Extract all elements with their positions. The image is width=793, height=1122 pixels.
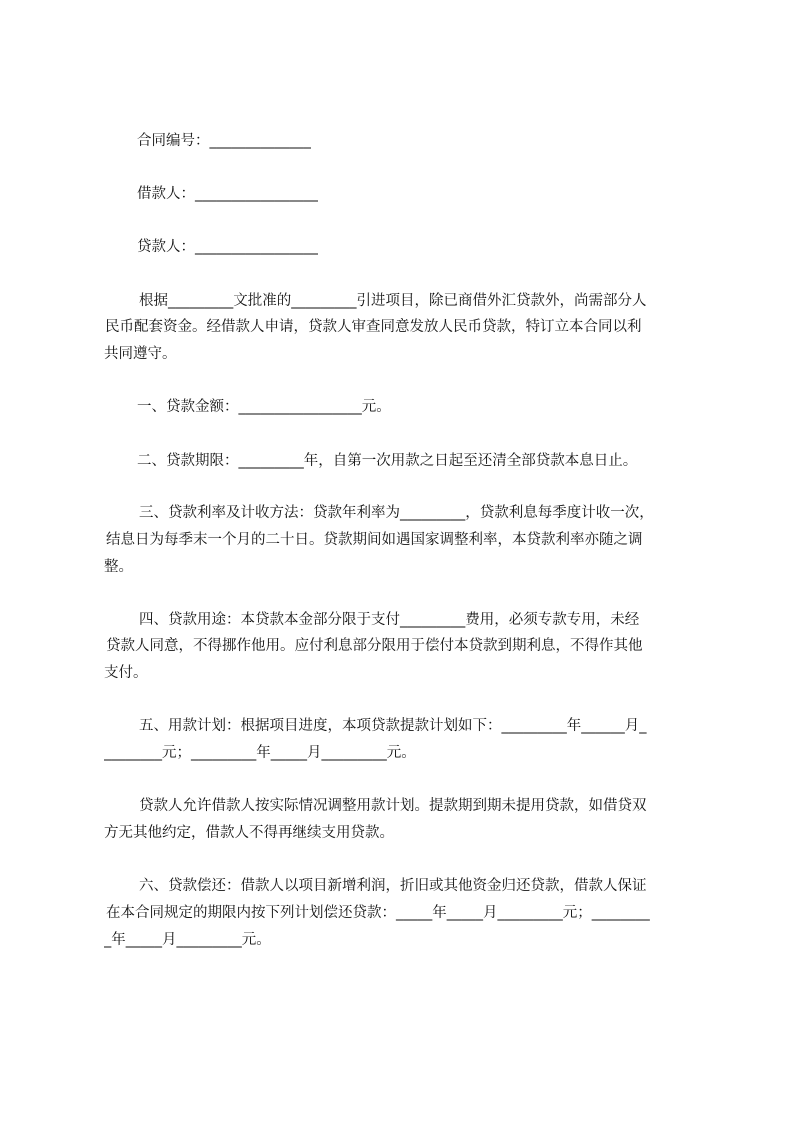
clause-interest-line-3: 整。	[104, 559, 133, 575]
clause-interest-line-1: 三、贷款利率及计收方法：贷款年利率为_________，贷款利息每季度计收一次，	[139, 505, 654, 521]
clause-repay-line-1: 六、贷款偿还：借款人以项目新增利润，折旧或其他资金归还贷款，借款人保证	[139, 878, 647, 894]
clause-term: 二、贷款期限：_________年，自第一次用款之日起至还清全部贷款本息日止。	[137, 453, 638, 469]
borrower-line: 借款人：_________________	[137, 186, 319, 202]
intro-line-1: 根据_________文批准的_________引进项目，除已商借外汇贷款外，尚需部分人	[139, 293, 647, 309]
intro-line-2: 民币配套资金。经借款人申请，贷款人审查同意发放人民币贷款，特订立本合同以利	[105, 319, 642, 335]
clause-amount: 一、贷款金额：_________________元。	[137, 399, 391, 415]
adjust-line-2: 方无其他约定，借款人不得再继续支用贷款。	[104, 825, 394, 841]
intro-line-3: 共同遵守。	[104, 346, 177, 362]
adjust-line-1: 贷款人允许借款人按实际情况调整用款计划。提款期到期未提用贷款，如借贷双	[139, 798, 647, 814]
clause-repay-line-3: _年_____月_________元。	[104, 932, 271, 948]
clause-purpose-line-3: 支付。	[104, 665, 148, 681]
clause-purpose-line-2: 贷款人同意，不得挪作他用。应付利息部分限用于偿付本贷款到期利息，不得作其他	[106, 638, 643, 654]
clause-purpose-line-1: 四、贷款用途：本贷款本金部分限于支付_________费用，必须专款专用，未经	[139, 612, 640, 628]
clause-repay-line-2: 在本合同规定的期限内按下列计划偿还贷款：_____年_____月_________元；________	[106, 905, 650, 921]
clause-interest-line-2: 结息日为每季末一个月的二十日。贷款期间如遇国家调整利率，本贷款利率亦随之调	[106, 532, 643, 548]
clause-plan-line-2: ________元；_________年_____月_________元。	[104, 745, 416, 761]
clause-plan-line-1: 五、用款计划：根据项目进度，本项贷款提款计划如下：_________年______月_	[139, 718, 647, 734]
contract-number-line: 合同编号：______________	[137, 133, 311, 149]
lender-line: 贷款人：_________________	[137, 239, 319, 255]
